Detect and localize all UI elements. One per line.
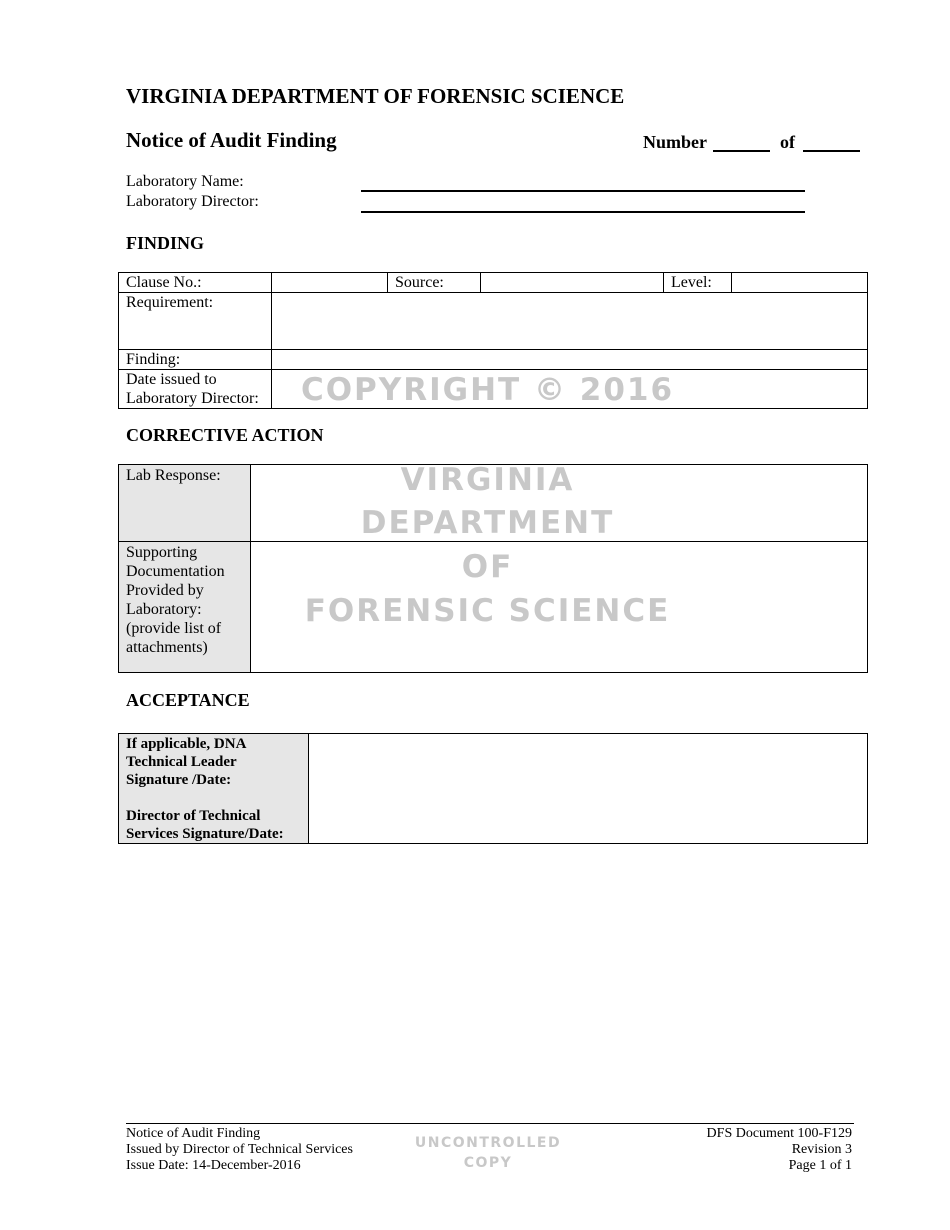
signature-input[interactable] — [309, 734, 868, 844]
acceptance-heading: ACCEPTANCE — [126, 690, 250, 710]
lab-name-field[interactable] — [361, 190, 805, 192]
supporting-line: Provided by — [126, 582, 204, 599]
footer-left-3: Issue Date: 14-December-2016 — [126, 1158, 301, 1173]
lab-response-input[interactable] — [251, 465, 868, 542]
lab-name-label: Laboratory Name: — [126, 173, 244, 190]
form-title: Notice of Audit Finding — [126, 128, 337, 152]
level-label: Level: — [664, 273, 732, 293]
footer-left-2: Issued by Director of Technical Services — [126, 1142, 353, 1157]
acceptance-table — [118, 733, 868, 844]
level-input[interactable] — [732, 273, 868, 293]
uncontrolled-watermark: UNCONTROLLED — [414, 1135, 562, 1151]
date-issued-input[interactable] — [272, 370, 868, 409]
clause-label: Clause No.: — [119, 273, 272, 293]
supporting-line: (provide list of — [126, 620, 222, 637]
of-label: of — [780, 132, 795, 152]
corrective-action-heading: CORRECTIVE ACTION — [126, 425, 324, 445]
footer-right-1: DFS Document 100-F129 — [706, 1126, 852, 1141]
footer-rule — [126, 1123, 854, 1124]
director-line: Services Signature/Date: — [126, 826, 284, 842]
clause-input[interactable] — [272, 273, 388, 293]
requirement-input[interactable] — [272, 293, 868, 350]
corrective-action-table — [118, 464, 868, 673]
date-issued-label — [119, 370, 272, 409]
date-issued-label-line1: Date issued to — [126, 371, 217, 388]
watermark-line: OF — [461, 549, 514, 585]
supporting-line: Laboratory: — [126, 601, 202, 618]
source-input[interactable] — [481, 273, 664, 293]
supporting-line: Supporting — [126, 544, 198, 561]
dna-leader-line: If applicable, DNA — [126, 736, 247, 752]
director-line: Director of Technical — [126, 808, 261, 824]
number-label: Number — [643, 132, 707, 152]
requirement-label: Requirement: — [119, 293, 272, 350]
finding-input[interactable] — [272, 350, 868, 370]
copyright-watermark: COPYRIGHT © 2016 — [300, 372, 675, 408]
number-field[interactable] — [713, 150, 770, 152]
finding-heading: FINDING — [126, 233, 205, 253]
watermark-line: VIRGINIA — [400, 462, 575, 498]
dna-leader-line: Signature /Date: — [126, 772, 232, 788]
footer-right-2: Revision 3 — [791, 1142, 852, 1157]
footer-right-3: Page 1 of 1 — [788, 1158, 852, 1173]
source-label: Source: — [388, 273, 481, 293]
signature-labels — [119, 734, 309, 844]
lab-director-label: Laboratory Director: — [126, 193, 259, 210]
footer-left-1: Notice of Audit Finding — [126, 1126, 261, 1141]
org-title: VIRGINIA DEPARTMENT OF FORENSIC SCIENCE — [126, 84, 625, 108]
supporting-docs-label — [119, 542, 251, 673]
supporting-line: Documentation — [126, 563, 225, 580]
supporting-line: attachments) — [126, 639, 208, 656]
lab-response-label: Lab Response: — [119, 465, 251, 542]
watermark-line: FORENSIC SCIENCE — [304, 593, 671, 629]
total-field[interactable] — [803, 150, 860, 152]
lab-director-field[interactable] — [361, 211, 805, 213]
watermark-line: DEPARTMENT — [360, 505, 615, 541]
date-issued-label-line2: Laboratory Director: — [126, 390, 259, 407]
supporting-docs-input[interactable] — [251, 542, 868, 673]
finding-label: Finding: — [119, 350, 272, 370]
finding-table — [118, 272, 868, 409]
dna-leader-line: Technical Leader — [126, 754, 237, 770]
copy-watermark: COPY — [463, 1155, 513, 1171]
